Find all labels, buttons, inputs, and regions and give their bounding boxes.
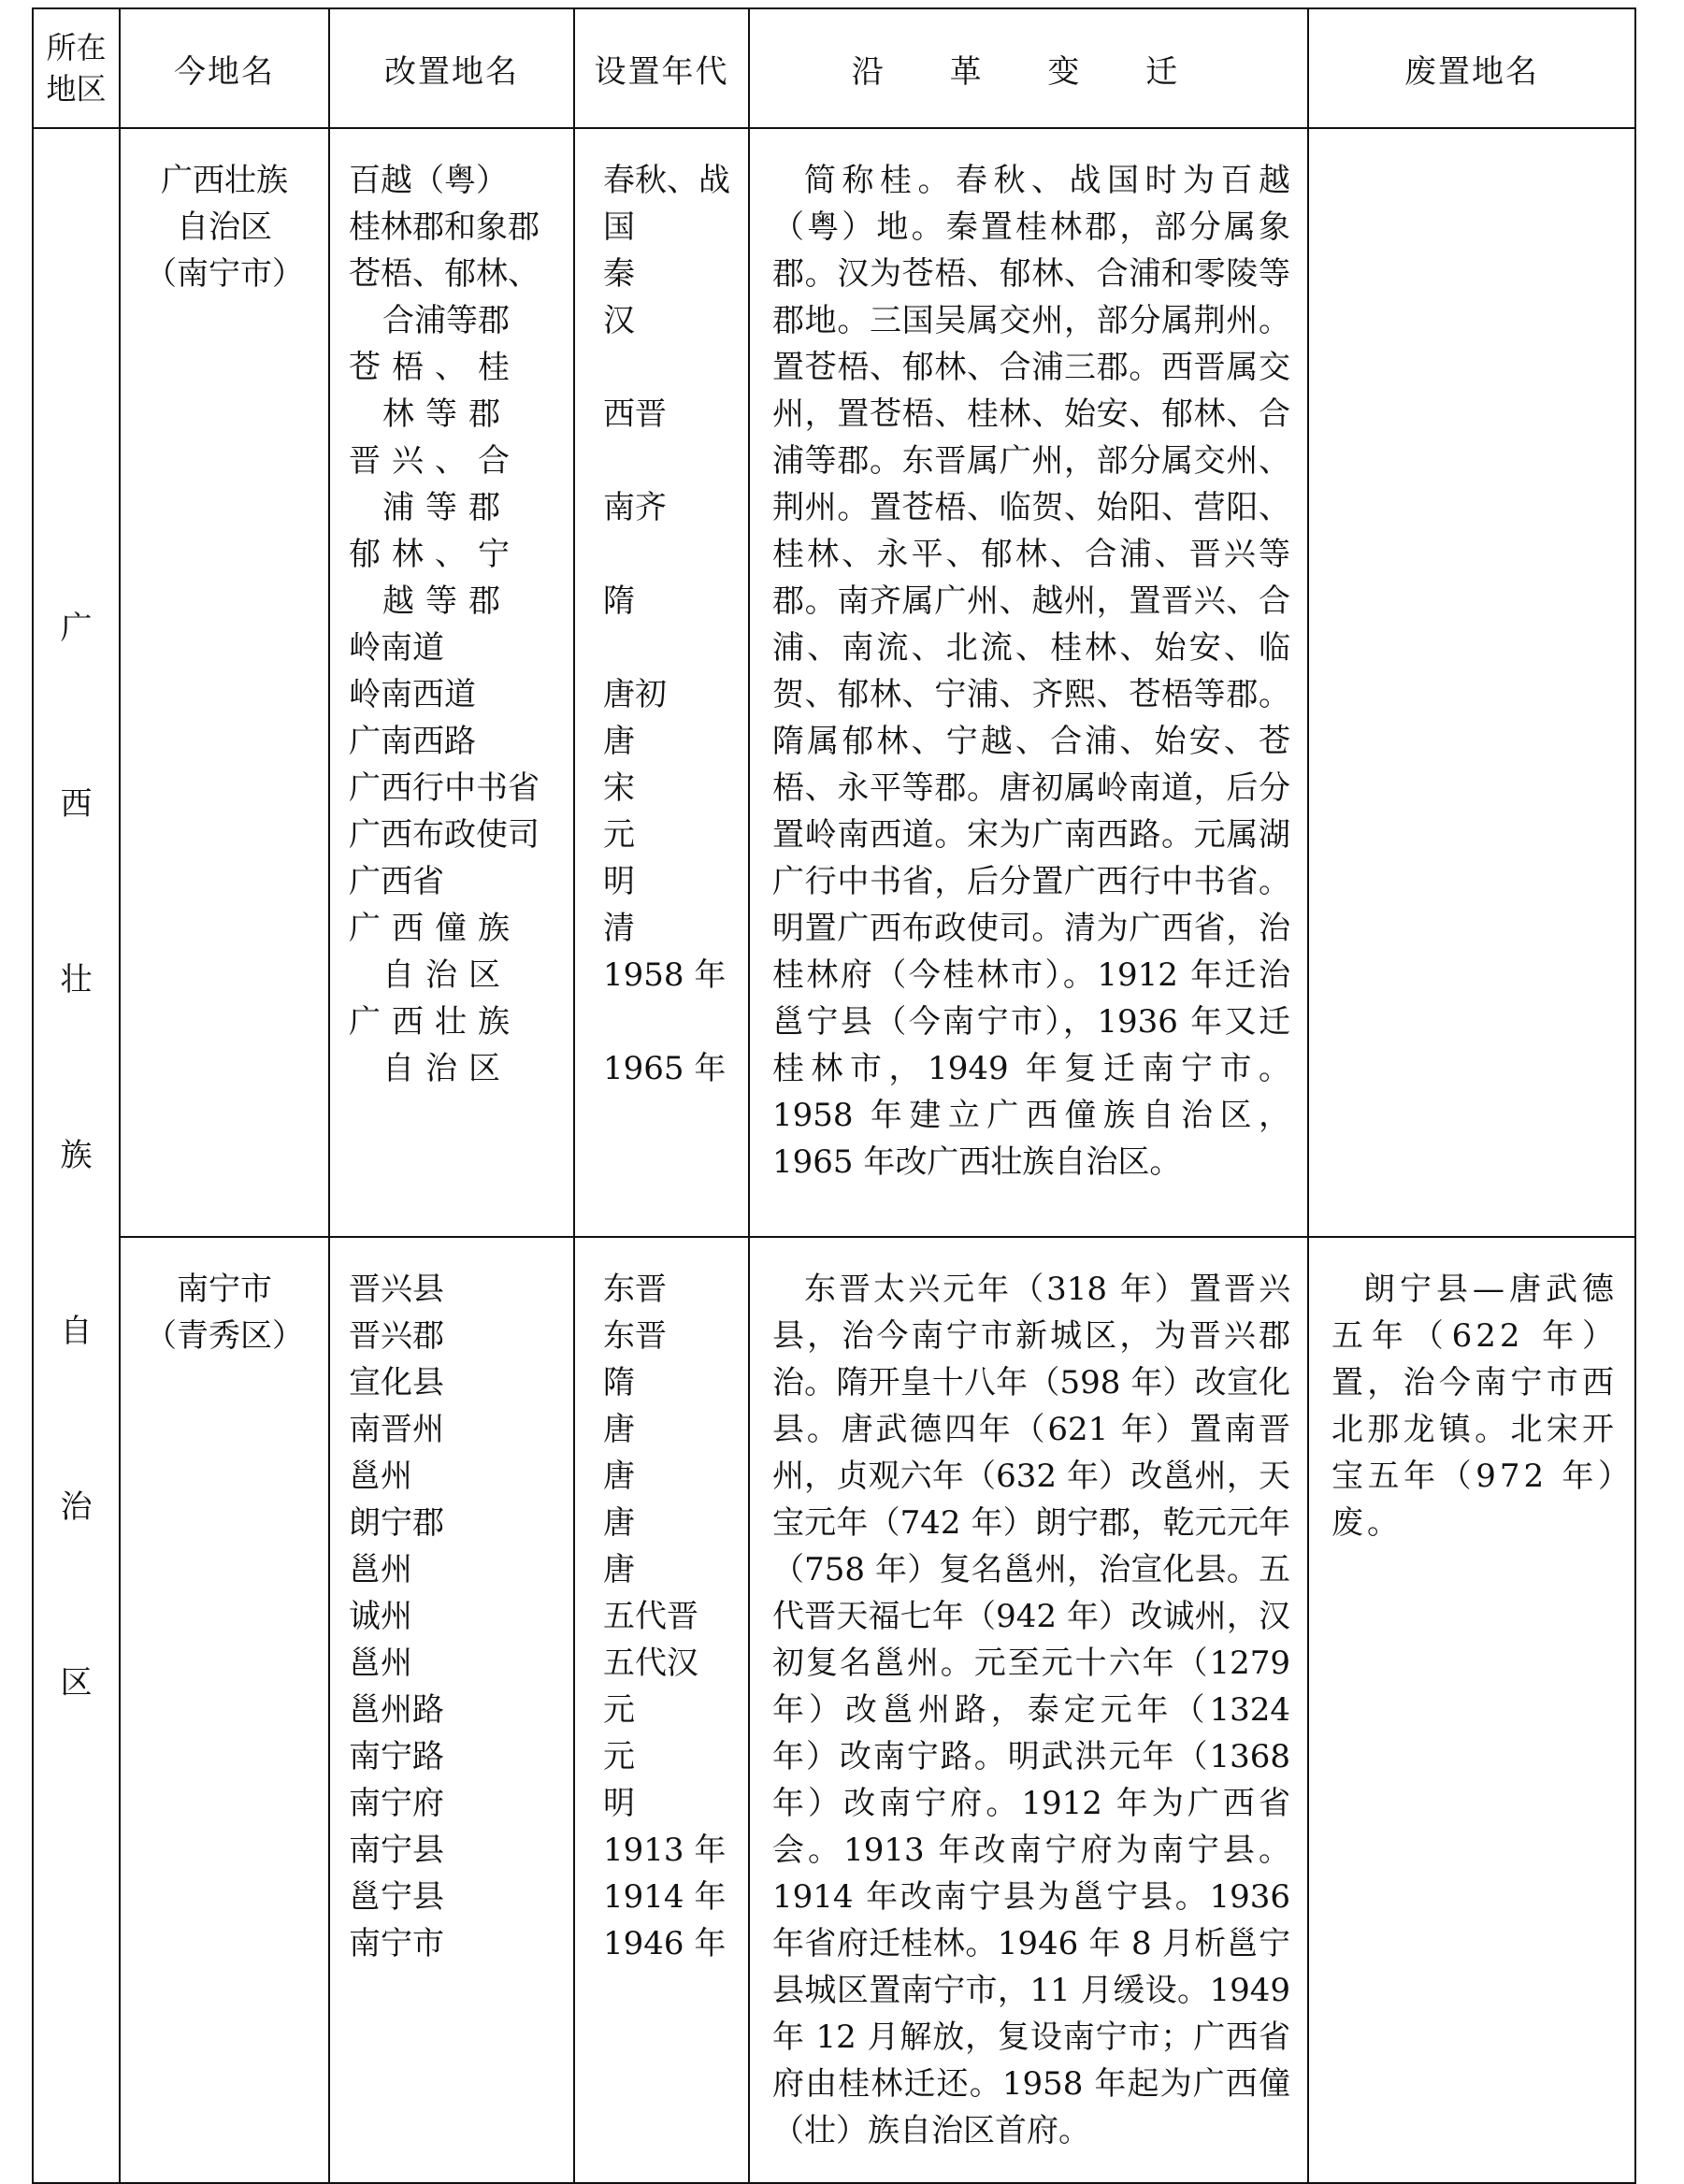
period: 五代汉	[603, 1645, 698, 1682]
period: 1946 年	[603, 1925, 727, 1962]
period: 1958 年	[603, 956, 727, 994]
abolished-cell	[1308, 128, 1635, 1237]
period-spacer	[603, 625, 742, 671]
former-name: 晋兴郡	[349, 1317, 444, 1355]
former-name: 桂林郡和象郡	[349, 208, 540, 246]
header-history: 沿 革 变 迁	[749, 8, 1308, 128]
period-spacer	[603, 438, 742, 484]
period-cell	[574, 1237, 749, 2183]
period: 五代晋	[603, 1598, 698, 1635]
former-name: 南晋州	[349, 1411, 444, 1448]
history-text: 东晋太兴元年（318 年）置晋兴县，治今南宁市新城区，为晋兴郡治。隋开皇十八年（598 年）改宣化县。唐武德四年（621 年）置南晋州，贞观六年（632 年）改邕州，天宝元年（742 年）朗宁郡，乾元元年（758 年）复名邕州，治宣化县。五代晋天福七年（942 年）改诚州，汉初复名邕州。元至元十六年（1279 年）改邕州路，泰定元年（1324 年）改南宁路。明武洪元年（1368 年）改南宁府。1912 年为广西省会。1913 年改南宁府为南宁县。1914 年改南宁县为邕宁县。1936 年省府迁桂林。1946 年 8 月析邕宁县城区置南宁市，11 月缓设。1949 年 12 月解放，复设南宁市；广西省府由桂林迁还。1958 年起为广西僮（壮）族自治区首府。	[772, 1271, 1290, 2149]
period: 1914 年	[603, 1878, 727, 1916]
history-text: 简称桂。春秋、战国时为百越（粤）地。秦置桂林郡，部分属象郡。汉为苍梧、郁林、合浦和零陵等郡地。三国吴属交州，部分属荆州。置苍梧、郁林、合浦三郡。西晋属交州，置苍梧、桂林、始安、郁林、合浦等郡。东晋属广州，部分属交州、荆州。置苍梧、临贺、始阳、营阳、桂林、永平、郁林、合浦、晋兴等郡。南齐属广州、越州，置晋兴、合浦、南流、北流、桂林、始安、临贺、郁林、宁浦、齐熙、苍梧等郡。隋属郁林、宁越、合浦、始安、苍梧、永平等郡。唐初属岭南道，后分置岭南西道。宋为广南西路。元属湖广行中书省，后分置广西行中书省。明置广西布政使司。清为广西省，治桂林府（今桂林市）。1912 年迁治邕宁县（今南宁市），1936 年又迁桂林市，1949 年复迁南宁市。1958 年建立广西僮族自治区，1965 年改广西壮族自治区。	[772, 162, 1290, 1181]
period: 唐	[603, 1551, 635, 1588]
former-name: 晋兴、合浦等郡	[349, 442, 521, 526]
period-cell	[574, 128, 749, 1237]
modern-name-line: 自治区	[177, 208, 272, 246]
period: 1913 年	[603, 1832, 727, 1869]
former-name: 邕州	[349, 1551, 412, 1588]
period: 唐	[603, 723, 635, 760]
header-former-names: 改置地名	[329, 8, 574, 128]
period: 东晋	[603, 1271, 667, 1308]
period: 唐	[603, 1411, 635, 1448]
period: 秦	[603, 255, 635, 293]
former-name: 邕宁县	[349, 1878, 444, 1916]
period-spacer	[603, 531, 742, 578]
period-spacer	[603, 344, 742, 391]
former-name: 邕州路	[349, 1691, 444, 1729]
former-name: 邕州	[349, 1645, 412, 1682]
former-name: 广南西路	[349, 723, 476, 760]
period: 东晋	[603, 1317, 667, 1355]
period: 西晋	[603, 395, 667, 433]
period-spacer	[603, 999, 742, 1045]
former-name: 晋兴县	[349, 1271, 444, 1308]
region-name: 广西壮族自治区	[60, 610, 93, 1702]
period: 南齐	[603, 489, 667, 526]
former-names-cell	[329, 128, 574, 1237]
gazetteer-table	[32, 7, 1636, 2184]
period: 明	[603, 1785, 635, 1822]
history-cell	[749, 128, 1308, 1237]
period: 汉	[603, 302, 635, 339]
former-name: 朗宁郡	[349, 1504, 444, 1542]
former-name: 宣化县	[349, 1364, 444, 1401]
header-region: 所在地区	[33, 8, 120, 128]
period: 清	[603, 910, 635, 947]
period: 唐初	[603, 676, 667, 713]
former-name: 南宁路	[349, 1738, 444, 1775]
former-names-cell	[329, 1237, 574, 2183]
former-name: 广西僮族自治区	[349, 910, 521, 994]
former-name: 苍梧、桂林等郡	[349, 349, 521, 433]
header-modern-name: 今地名	[120, 8, 329, 128]
abolished-cell	[1308, 1237, 1635, 2183]
period: 元	[603, 1691, 635, 1729]
modern-name-cell	[120, 128, 329, 1237]
former-name: 百越（粤）	[349, 162, 508, 199]
table-row	[33, 1237, 1635, 2183]
former-name: 南宁县	[349, 1832, 444, 1869]
former-name: 南宁府	[349, 1785, 444, 1822]
modern-name-line: 南宁市	[177, 1271, 272, 1308]
former-name: 南宁市	[349, 1925, 444, 1962]
period: 唐	[603, 1504, 635, 1542]
period: 唐	[603, 1458, 635, 1495]
period: 隋	[603, 1364, 635, 1401]
table-row	[33, 128, 1635, 1237]
period: 明	[603, 863, 635, 900]
abolished-text: 朗宁县—唐武德五年（622 年）置，治今南宁市西北那龙镇。北宋开宝五年（972 年）废。	[1331, 1271, 1618, 1542]
period: 春秋、战国	[603, 162, 730, 246]
modern-name-line: （青秀区）	[145, 1317, 304, 1355]
modern-name-line: （南宁市）	[145, 255, 304, 293]
former-name: 郁林、宁越等郡	[349, 536, 521, 620]
history-cell	[749, 1237, 1308, 2183]
modern-name-cell	[120, 1237, 329, 2183]
former-name: 广西布政使司	[349, 816, 540, 854]
former-name: 广西行中书省	[349, 769, 540, 807]
former-name: 广西壮族自治区	[349, 1003, 521, 1087]
former-name: 诚州	[349, 1598, 412, 1635]
header-period: 设置年代	[574, 8, 749, 128]
former-name: 广西省	[349, 863, 444, 900]
former-name: 苍梧、郁林、合浦等郡	[349, 255, 540, 339]
gazetteer-table-container	[32, 7, 1634, 2184]
region-cell	[33, 128, 120, 2183]
header-abolished: 废置地名	[1308, 8, 1635, 128]
period: 元	[603, 1738, 635, 1775]
period: 1965 年	[603, 1050, 727, 1087]
period: 元	[603, 816, 635, 854]
former-name: 邕州	[349, 1458, 412, 1495]
header-row	[33, 8, 1635, 128]
period: 隋	[603, 582, 635, 620]
former-name: 岭南西道	[349, 676, 476, 713]
modern-name-line: 广西壮族	[161, 162, 288, 199]
period: 宋	[603, 769, 635, 807]
former-name: 岭南道	[349, 629, 444, 667]
